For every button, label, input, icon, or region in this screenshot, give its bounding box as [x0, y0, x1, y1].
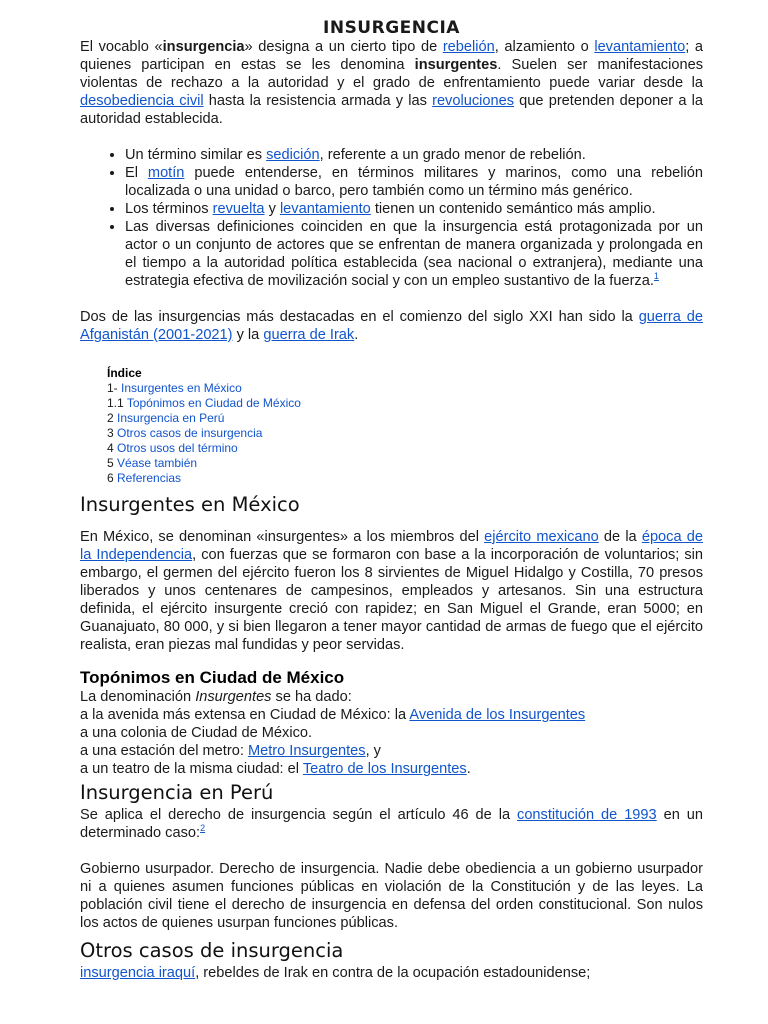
bold-term: insurgentes [414, 57, 498, 73]
section-heading-otros: Otros casos de insurgencia [80, 939, 344, 962]
peru-paragraph [80, 806, 703, 842]
section-heading-peru: Insurgencia en Perú [80, 781, 274, 804]
toc-link[interactable]: Insurgencia en Perú [117, 411, 225, 425]
intro-paragraph [80, 38, 703, 128]
link-levantamiento[interactable]: levantamiento [279, 201, 371, 217]
text: , con fuerzas que se formaron con base a la incorporación de voluntarios; sin embargo, el germen del ejército fueron los 8 sirvientes de Miguel Hidalgo y Costilla, 70 presos liberados y unos centenares de campesinos, empleados y artesanos. Sin una estructura definida, el ejército insurgente creció con rapidez; en San Miguel el Grande, eran 5000; en Guanajuato, 80 000, y si bien llegaron a tener mayor cantidad de armas de fuego que el ejército realista, eran piezas mal fundidas y peor servidas. [80, 547, 703, 653]
toponimos-line [80, 760, 703, 778]
link-ejercito-mexicano[interactable]: ejército mexicano [484, 529, 599, 545]
toponimos-line [80, 742, 703, 760]
link-insurgencia-iraqui[interactable]: insurgencia iraquí [80, 965, 196, 981]
text: , alzamiento o [494, 39, 595, 55]
text: que pretenden deponer a la autoridad establecida. [80, 93, 703, 127]
link-guerra-irak[interactable]: guerra de Irak [263, 327, 355, 343]
mexico-paragraph [80, 528, 703, 654]
link-constitucion-1993[interactable]: constitución de 1993 [517, 807, 657, 823]
text: . [354, 327, 359, 343]
text: , referente a un grado menor de rebelión. [319, 147, 586, 163]
list-item [125, 146, 703, 164]
text: tienen un contenido semántico más amplio. [370, 201, 656, 217]
definition-list [80, 146, 703, 290]
list-item [125, 218, 703, 290]
toc-link[interactable]: Insurgentes en México [121, 381, 242, 395]
text: y la [232, 327, 264, 343]
text: . Suelen ser manifestaciones violentas de rechazo a la autoridad y el grado de enfrentamiento puede variar desde la [80, 57, 703, 91]
toc-number: 2 [107, 411, 118, 425]
text: Un término similar es [125, 147, 267, 163]
link-revoluciones[interactable]: revoluciones [432, 93, 515, 109]
link-motin[interactable]: motín [147, 165, 185, 181]
text: El vocablo « [80, 39, 163, 55]
list-item [125, 164, 703, 200]
link-rebelion[interactable]: rebelión [442, 39, 495, 55]
text: y [264, 201, 280, 217]
text: El [125, 165, 148, 181]
xxi-paragraph [80, 308, 703, 344]
text: a una estación del metro: [80, 743, 248, 759]
link-sedicion[interactable]: sedición [266, 147, 320, 163]
text: . [466, 761, 471, 777]
link-teatro-insurgentes[interactable]: Teatro de los Insurgentes [302, 761, 467, 777]
toc-item [107, 441, 703, 456]
text: de la [598, 529, 642, 545]
toc-link[interactable]: Referencias [117, 471, 182, 485]
footnote-link[interactable]: 2 [200, 823, 206, 834]
toc-item [107, 411, 703, 426]
toponimos-line: a una colonia de Ciudad de México. [80, 725, 313, 741]
toc-link[interactable]: Véase también [117, 456, 198, 470]
text: a un teatro de la misma ciudad: el [80, 761, 303, 777]
toponimos-line [80, 688, 703, 706]
text: » designa a un cierto tipo de [244, 39, 443, 55]
peru-quote-paragraph: Gobierno usurpador. Derecho de insurgencia. Nadie debe obediencia a un gobierno usurpador ni a quienes asumen funciones públicas en violación de la Constitución y de las leyes. La población civil tiene el derecho de insurgencia en defensa del orden constitucional. Son nulos los actos de quienes usurpan funciones públicas. [80, 861, 703, 931]
toponimos-line [80, 706, 703, 724]
link-levantamiento[interactable]: levantamiento [594, 39, 686, 55]
toc-link[interactable]: Otros usos del término [117, 441, 238, 455]
link-desobediencia-civil[interactable]: desobediencia civil [80, 93, 204, 109]
toc-link[interactable]: Topónimos en Ciudad de México [126, 396, 301, 410]
text: en un determinado caso: [80, 807, 704, 841]
text: a la avenida más extensa en Ciudad de México: la [80, 707, 410, 723]
toc-number: 5 [107, 456, 118, 470]
link-guerra-afganistan[interactable]: guerra de Afganistán (2001-2021) [80, 309, 703, 343]
toc-item [107, 426, 703, 441]
toc-item [107, 471, 703, 486]
table-of-contents [107, 366, 703, 486]
section-heading-mexico: Insurgentes en México [80, 493, 300, 516]
link-epoca-independencia[interactable]: época de la Independencia [80, 529, 703, 563]
toc-number: 6 [107, 471, 118, 485]
section-heading-toponimos: Topónimos en Ciudad de México [80, 668, 345, 687]
toc-number: 1- [107, 381, 122, 395]
text: se ha dado: [271, 689, 352, 705]
text: Los términos [125, 201, 213, 217]
bold-term: insurgencia [162, 39, 245, 55]
toc-title: Índice [107, 366, 142, 380]
toc-item [107, 396, 703, 411]
text: hasta la resistencia armada y las [203, 93, 433, 109]
list-item [125, 200, 703, 218]
toc-number: 1.1 [107, 396, 127, 410]
page-title: INSURGENCIA [323, 18, 460, 38]
text: Se aplica el derecho de insurgencia según el artículo 46 de la [80, 807, 518, 823]
toc-number: 4 [107, 441, 118, 455]
link-avenida-insurgentes[interactable]: Avenida de los Insurgentes [409, 707, 586, 723]
italic-term: Insurgentes [195, 689, 272, 705]
toc-number: 3 [107, 426, 118, 440]
text: La denominación [80, 689, 196, 705]
toc-link[interactable]: Otros casos de insurgencia [117, 426, 263, 440]
link-revuelta[interactable]: revuelta [212, 201, 265, 217]
text: , y [365, 743, 381, 759]
otros-line [80, 964, 703, 982]
link-metro-insurgentes[interactable]: Metro Insurgentes [247, 743, 366, 759]
toc-item [107, 381, 703, 396]
text: puede entenderse, en términos militares y marinos, como una rebelión localizada o una unidad o barco, pero también como un término más genérico. [125, 165, 704, 199]
text: En México, se denominan «insurgentes» a los miembros del [80, 529, 485, 545]
text: ; a quienes participan en estas se les denomina [80, 39, 703, 73]
text: , rebeldes de Irak en contra de la ocupación estadounidense; [195, 965, 591, 981]
text: Dos de las insurgencias más destacadas en el comienzo del siglo XXI han sido la [80, 309, 639, 325]
footnote-link[interactable]: 1 [653, 271, 659, 282]
toc-item [107, 456, 703, 471]
text: Las diversas definiciones coinciden en que la insurgencia está protagonizada por un actor o un conjunto de actores que se enfrentan de manera organizada y prolongada en el tiempo a la autoridad política establecida (sea nacional o extranjera), mediante una estrategia efectiva de movilización social y con un empleo sustantivo de la fuerza. [125, 219, 703, 289]
